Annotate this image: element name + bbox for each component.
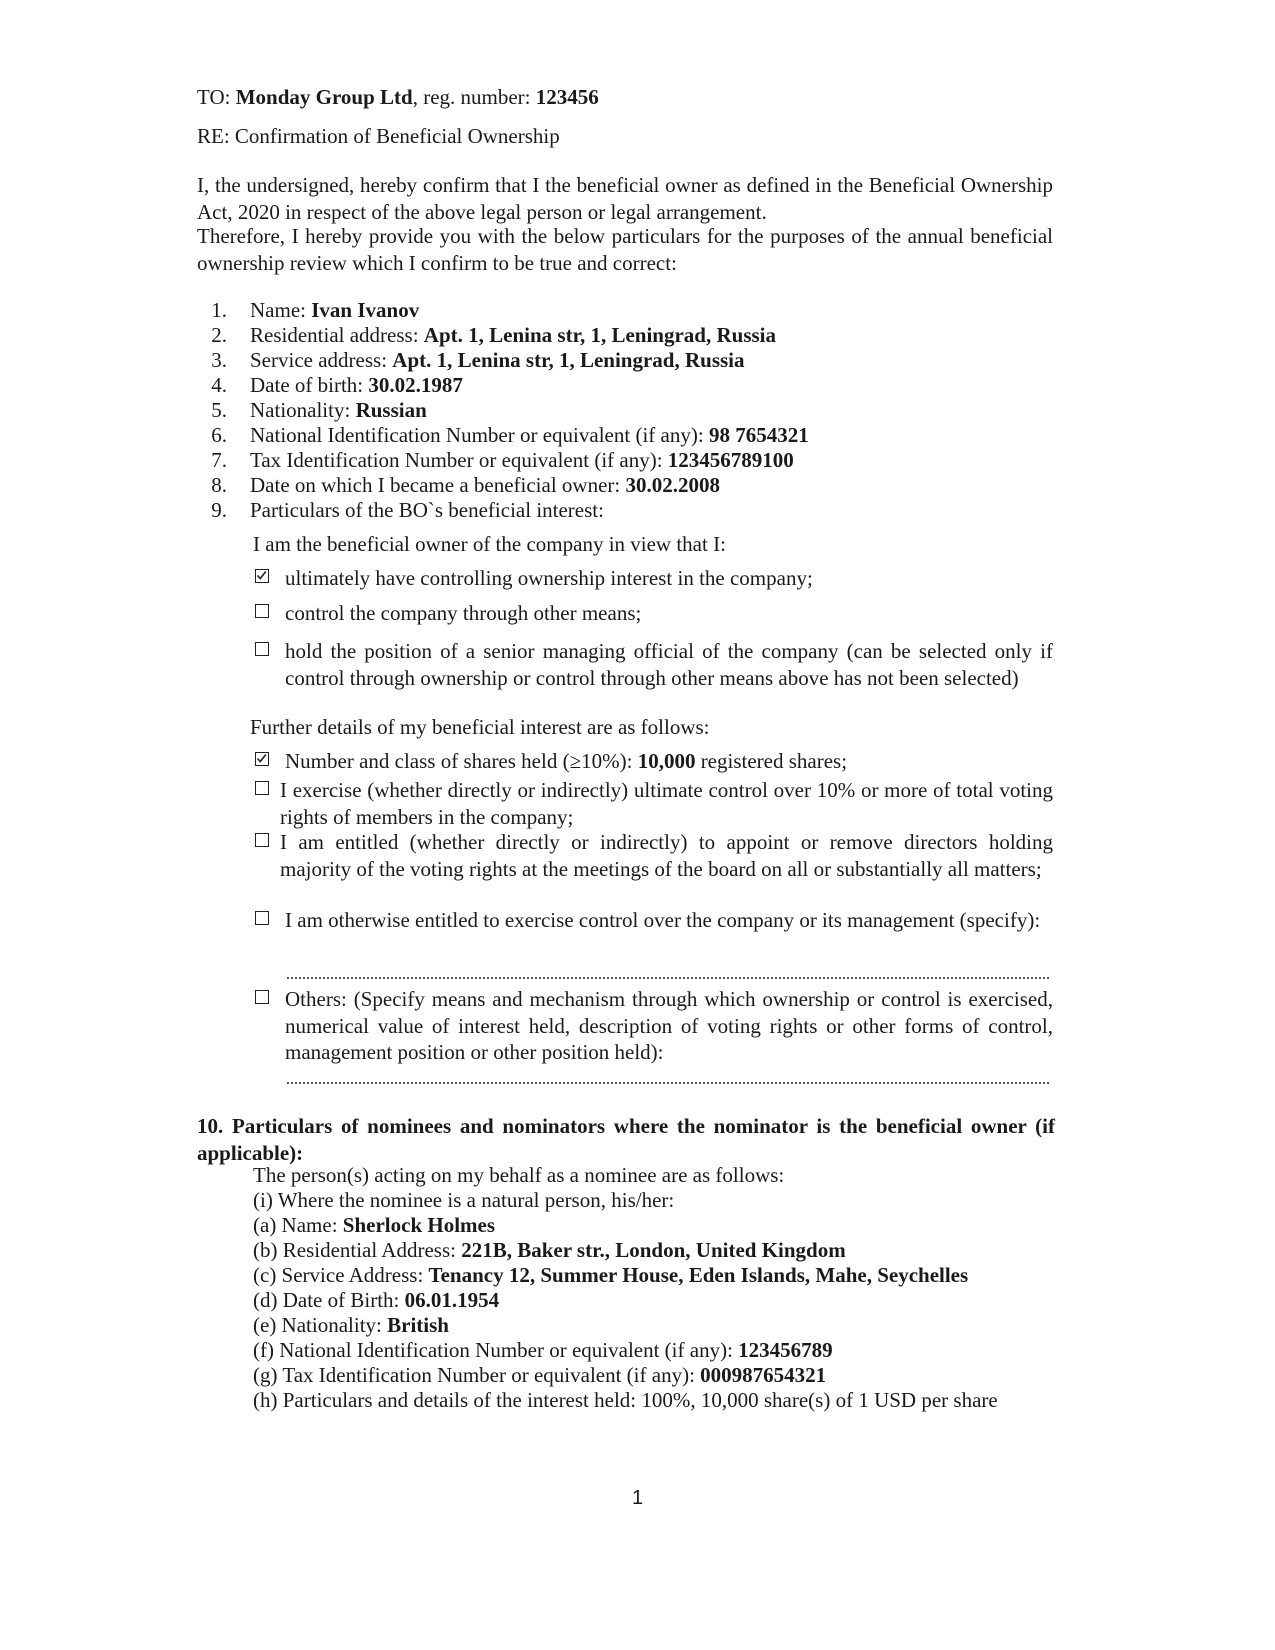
nominee-residential-value: 221B, Baker str., London, United Kingdom <box>461 1238 846 1262</box>
item-8-value: 30.02.2008 <box>625 473 720 497</box>
nominee-national-id-value: 123456789 <box>738 1338 833 1362</box>
item-3-value: Apt. 1, Lenina str, 1, Leningrad, Russia <box>392 348 745 372</box>
reg-label: , reg. number: <box>412 85 536 109</box>
shares-suffix: registered shares; <box>695 749 848 773</box>
nominee-tax-id-label: (g) Tax Identification Number or equivalent (if any): <box>253 1363 701 1387</box>
voting-checkbox[interactable] <box>255 781 269 795</box>
bo-intro: I am the beneficial owner of the company in view that I: <box>253 532 726 556</box>
item-7-number: 7. <box>211 448 227 472</box>
nominee-intro: The person(s) acting on my behalf as a nominee are as follows: <box>253 1163 785 1187</box>
otherwise-checkbox[interactable] <box>255 911 269 925</box>
item-7 <box>250 447 794 473</box>
checkmark-icon <box>256 570 267 581</box>
shares-prefix: Number and class of shares held (≥10%): <box>285 749 638 773</box>
item-1-number: 1. <box>211 298 227 322</box>
page-number: 1 <box>631 1487 644 1509</box>
item-3 <box>250 347 745 373</box>
item-9-label: Particulars of the BO`s beneficial interest: <box>250 498 604 522</box>
others-label: Others: (Specify means and mechanism through which ownership or control is exercised, numerical value of interest held, description of voting rights or other forms of control, management position or other position held): <box>285 987 1053 1064</box>
item-2-number: 2. <box>211 323 227 347</box>
bo-option-1-label: ultimately have controlling ownership interest in the company; <box>285 566 813 590</box>
item-4 <box>250 372 463 398</box>
directors-checkbox[interactable] <box>255 833 269 847</box>
item-6-value: 98 7654321 <box>708 423 809 447</box>
nominee-dob-label: (d) Date of Birth: <box>253 1288 405 1312</box>
intro-paragraph-2: Therefore, I hereby provide you with the below particulars for the purposes of the annual beneficial ownership review which I confirm to be true and correct: <box>197 224 1053 275</box>
directors-label: I am entitled (whether directly or indirectly) to appoint or remove directors holding majority of the voting rights at the meetings of the board on all or substantially all matters; <box>280 830 1053 881</box>
nominee-national-id-label: (f) National Identification Number or equivalent (if any): <box>253 1338 739 1362</box>
natural-person-line: (i) Where the nominee is a natural person, his/her: <box>253 1188 675 1212</box>
to-line <box>197 84 599 110</box>
item-5-label: Nationality: <box>250 398 356 422</box>
item-6 <box>250 422 809 448</box>
item-1 <box>250 297 419 323</box>
reg-number: 123456 <box>535 85 599 109</box>
item-6-number: 6. <box>211 423 227 447</box>
item-5-number: 5. <box>211 398 227 422</box>
otherwise-label: I am otherwise entitled to exercise control over the company or its management (specify): <box>285 908 1041 932</box>
checkmark-icon <box>256 753 267 764</box>
item-5 <box>250 397 427 423</box>
item-4-value: 30.02.1987 <box>368 373 463 397</box>
shares-label <box>285 748 847 774</box>
nominee-dob-value: 06.01.1954 <box>404 1288 500 1312</box>
company-name: Monday Group Ltd <box>235 85 413 109</box>
item-2-label: Residential address: <box>250 323 424 347</box>
item-6-label: National Identification Number or equivalent (if any): <box>250 423 709 447</box>
item-9-number: 9. <box>211 498 227 522</box>
item-8-number: 8. <box>211 473 227 497</box>
details-intro: Further details of my beneficial interest are as follows: <box>250 715 710 739</box>
item-2 <box>250 322 776 348</box>
nominee-nationality-value: British <box>387 1313 449 1337</box>
to-prefix: TO: <box>197 85 236 109</box>
item-3-number: 3. <box>211 348 227 372</box>
section-10-heading: 10. Particulars of nominees and nominators where the nominator is the beneficial owner (if applicable): <box>197 1114 1055 1165</box>
re-line: RE: Confirmation of Beneficial Ownership <box>197 124 560 148</box>
nominee-interest: (h) Particulars and details of the interest held: 100%, 10,000 share(s) of 1 USD per share <box>253 1388 998 1412</box>
nominee-residential-address <box>253 1237 846 1263</box>
nominee-dob <box>253 1287 499 1313</box>
nominee-nationality <box>253 1312 449 1338</box>
otherwise-fill-line[interactable] <box>287 975 1049 979</box>
voting-label: I exercise (whether directly or indirectly) ultimate control over 10% or more of total voting rights of members in the company; <box>280 778 1053 829</box>
others-checkbox[interactable] <box>255 990 269 1004</box>
item-8-label: Date on which I became a beneficial owner: <box>250 473 626 497</box>
item-1-label: Name: <box>250 298 312 322</box>
item-4-label: Date of birth: <box>250 373 369 397</box>
nominee-tax-id-value: 000987654321 <box>700 1363 827 1387</box>
nominee-name-value: Sherlock Holmes <box>342 1213 496 1237</box>
nominee-service-label: (c) Service Address: <box>253 1263 429 1287</box>
item-2-value: Apt. 1, Lenina str, 1, Leningrad, Russia <box>423 323 777 347</box>
item-7-label: Tax Identification Number or equivalent (if any): <box>250 448 668 472</box>
bo-option-2-checkbox[interactable] <box>255 604 269 618</box>
nominee-residential-label: (b) Residential Address: <box>253 1238 462 1262</box>
item-3-label: Service address: <box>250 348 393 372</box>
shares-value: 10,000 <box>637 749 696 773</box>
nominee-name-label: (a) Name: <box>253 1213 343 1237</box>
nominee-service-address <box>253 1262 968 1288</box>
others-fill-line[interactable] <box>287 1080 1049 1084</box>
item-4-number: 4. <box>211 373 227 397</box>
nominee-service-value: Tenancy 12, Summer House, Eden Islands, Mahe, Seychelles <box>428 1263 969 1287</box>
nominee-nationality-label: (e) Nationality: <box>253 1313 388 1337</box>
item-8 <box>250 472 720 498</box>
bo-option-2-label: control the company through other means; <box>285 601 642 625</box>
item-1-value: Ivan Ivanov <box>311 298 420 322</box>
nominee-name <box>253 1212 495 1238</box>
bo-option-1-checkbox[interactable] <box>255 569 269 583</box>
bo-option-3-label: hold the position of a senior managing official of the company (can be selected only if control through ownership or control through other means above has not been selected) <box>285 639 1053 690</box>
bo-option-3-checkbox[interactable] <box>255 642 269 656</box>
nominee-national-id <box>253 1337 833 1363</box>
nominee-tax-id <box>253 1362 826 1388</box>
intro-paragraph-1: I, the undersigned, hereby confirm that I the beneficial owner as defined in the Beneficial Ownership Act, 2020 in respect of the above legal person or legal arrangement. <box>197 173 1053 224</box>
item-7-value: 123456789100 <box>667 448 794 472</box>
item-5-value: Russian <box>355 398 427 422</box>
item-9 <box>250 497 604 523</box>
shares-checkbox[interactable] <box>255 752 269 766</box>
